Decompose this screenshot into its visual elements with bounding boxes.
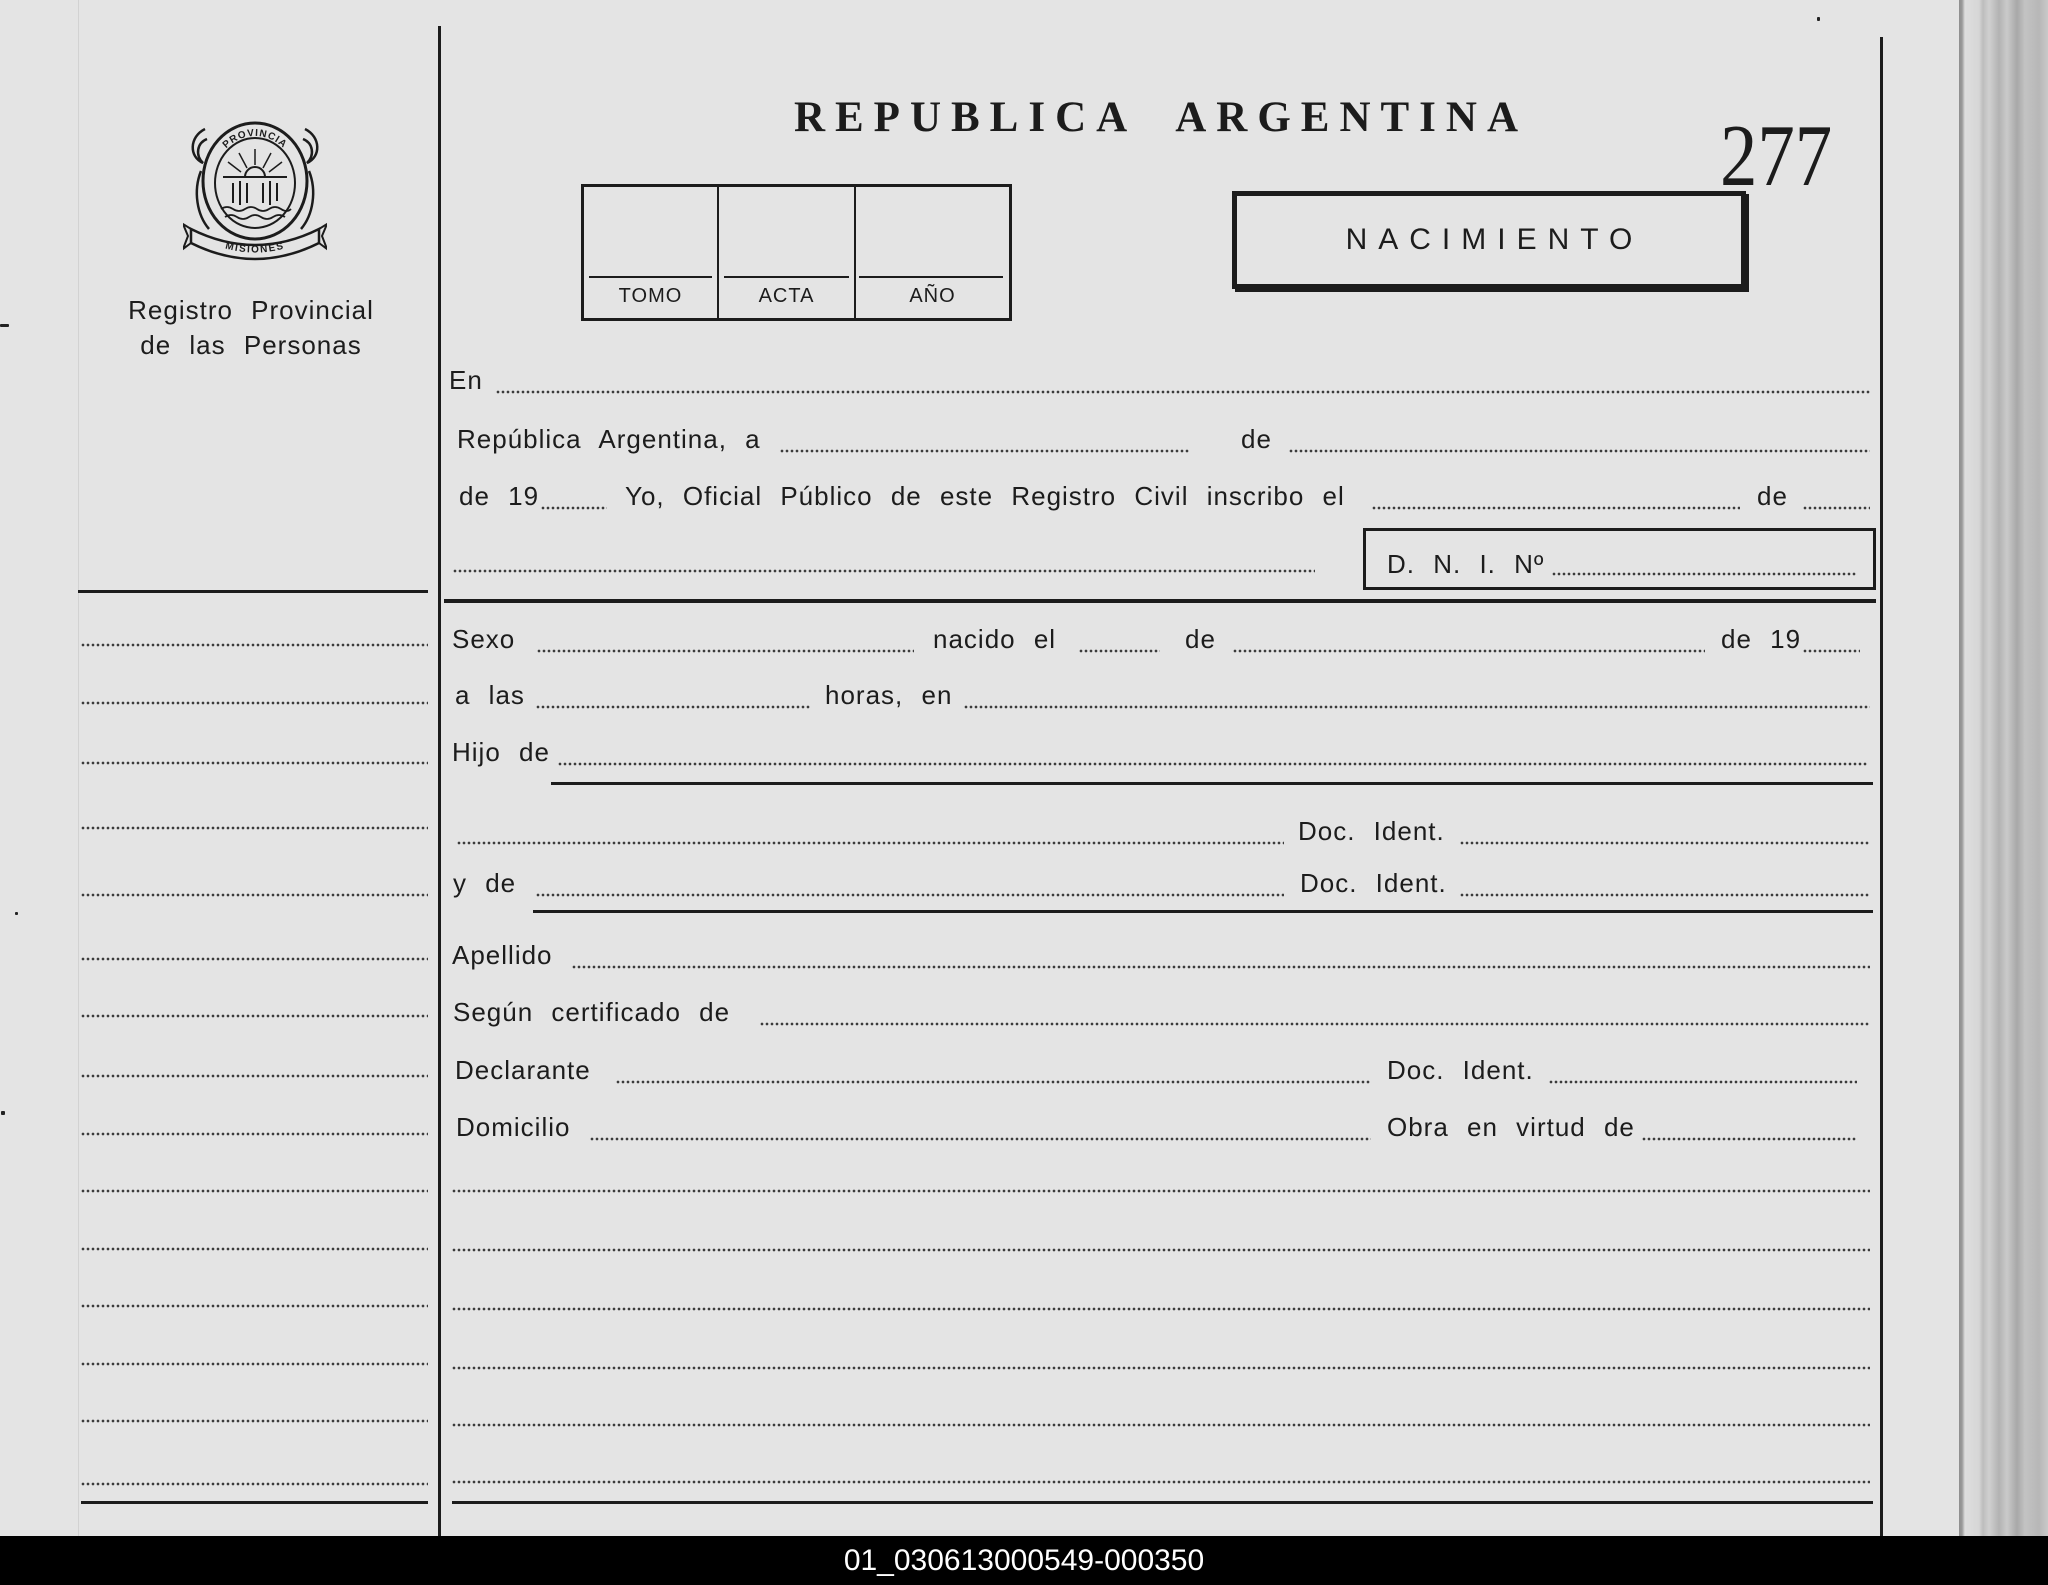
file-id-text: 01_030613000549-000350 <box>843 1544 1205 1577</box>
inscribed-de-blank <box>1803 506 1870 510</box>
margin-bottom-rule <box>81 1501 428 1504</box>
act-type-label: NACIMIENTO <box>1345 223 1644 256</box>
domicilio-label: Domicilio <box>456 1112 571 1142</box>
sexo-label: Sexo <box>452 624 516 654</box>
republica-label: República Argentina, a <box>457 424 761 454</box>
en-label: En <box>449 365 483 395</box>
de-label: de <box>1185 624 1216 654</box>
inscribed-blank <box>1372 506 1740 510</box>
apellido-label: Apellido <box>452 940 553 970</box>
father-blank <box>558 762 1868 766</box>
mother-doc-blank <box>1460 893 1870 897</box>
acta-entry-line <box>724 276 849 278</box>
day-blank <box>780 449 1189 453</box>
father-rule <box>551 782 1873 785</box>
tomo-entry-line <box>589 276 712 278</box>
registry-name-line2: de las Personas <box>140 330 362 360</box>
svg-text:MISIONES <box>224 241 286 256</box>
margin-notes-line <box>81 957 428 961</box>
birth-day-blank <box>1079 649 1160 653</box>
doc-ident-label: Doc. Ident. <box>1298 816 1445 846</box>
notes-blank-line <box>452 1307 1870 1311</box>
notes-blank-line <box>452 1480 1870 1484</box>
file-id-bar <box>0 1536 2048 1585</box>
scan-mark <box>0 324 9 327</box>
obra-en-virtud-label: Obra en virtud de <box>1387 1112 1635 1142</box>
margin-notes-line <box>81 761 428 765</box>
inscription-statement-label: Yo, Oficial Público de este Registro Civil inscribo el <box>625 481 1345 511</box>
y-de-label: y de <box>453 868 517 898</box>
main-right-border <box>1880 37 1883 1536</box>
a-las-label: a las <box>455 680 525 710</box>
authority-blank <box>1642 1137 1857 1141</box>
scan-mark <box>1817 17 1820 21</box>
notes-blank-line <box>452 1366 1870 1370</box>
horas-en-label: horas, en <box>825 680 953 710</box>
place-blank <box>496 390 1870 394</box>
mother-blank <box>536 893 1284 897</box>
margin-notes-line <box>81 1189 428 1193</box>
tomo-label: TOMO <box>618 285 683 307</box>
notes-blank-line <box>452 1189 1870 1193</box>
notes-blank-line <box>452 1248 1870 1252</box>
address-blank <box>590 1137 1371 1141</box>
acta-label: ACTA <box>758 285 815 307</box>
margin-notes-line <box>81 1482 428 1486</box>
margin-notes-line <box>81 1014 428 1018</box>
dni-label: D. N. I. Nº <box>1387 549 1545 579</box>
de-label: de <box>1757 481 1788 511</box>
de-label: de <box>1241 424 1272 454</box>
month-blank <box>1289 449 1870 453</box>
sex-blank <box>537 649 914 653</box>
margin-notes-line <box>81 1304 428 1308</box>
hour-blank <box>536 705 810 709</box>
tomo-acta-ano-box <box>581 184 1012 321</box>
father-name-blank <box>457 841 1284 845</box>
doc-ident-label: Doc. Ident. <box>1387 1055 1534 1085</box>
year-prefix-label: de 19 <box>459 481 540 511</box>
margin-notes-line <box>81 1362 428 1366</box>
seal-ribbon-text: MISIONES <box>224 240 286 256</box>
birth-month-blank <box>1233 649 1705 653</box>
margin-notes-line <box>81 701 428 705</box>
record-number: 277 <box>1720 108 1833 205</box>
name-blank <box>453 569 1315 573</box>
surname-blank <box>572 965 1870 969</box>
birth-year-blank <box>1803 649 1860 653</box>
margin-notes-line <box>81 893 428 897</box>
notes-blank-line <box>452 1423 1870 1427</box>
doc-ident-label: Doc. Ident. <box>1300 868 1447 898</box>
mother-rule <box>533 910 1873 913</box>
registry-name-line1: Registro Provincial <box>128 295 374 325</box>
act-type-box <box>1232 191 1746 289</box>
margin-notes-line <box>81 1132 428 1136</box>
dni-blank <box>1552 572 1857 576</box>
ano-label: AÑO <box>909 285 956 307</box>
page-title: REPUBLICA ARGENTINA <box>793 94 1529 141</box>
seal-top-text: PROVINCIA <box>220 127 290 151</box>
segun-certificado-label: Según certificado de <box>453 997 731 1027</box>
declarante-label: Declarante <box>455 1055 591 1085</box>
scan-mark <box>15 912 18 915</box>
margin-notes-line <box>81 1419 428 1423</box>
birthplace-blank <box>964 705 1870 709</box>
year-blank <box>541 506 607 510</box>
year-prefix-label: de 19 <box>1721 624 1802 654</box>
scan-mark <box>1 1111 5 1115</box>
margin-notes-line <box>81 1074 428 1078</box>
svg-text:PROVINCIA <box>221 128 289 151</box>
margin-notes-line <box>81 826 428 830</box>
main-left-border <box>438 26 441 1536</box>
declarant-blank <box>616 1080 1371 1084</box>
section-divider <box>444 599 1876 603</box>
margin-notes-line <box>81 643 428 647</box>
page-stack-edge <box>1959 0 2048 1536</box>
nacido-el-label: nacido el <box>933 624 1057 654</box>
certificate-blank <box>760 1022 1870 1026</box>
margin-divider <box>78 590 428 593</box>
margin-fold-line <box>78 0 79 1536</box>
misiones-seal-icon <box>183 111 327 268</box>
hijo-de-label: Hijo de <box>452 737 550 767</box>
declarant-doc-blank <box>1549 1080 1857 1084</box>
ano-entry-line <box>859 276 1003 278</box>
bottom-rule <box>452 1501 1873 1504</box>
margin-notes-line <box>81 1247 428 1251</box>
father-doc-blank <box>1460 841 1870 845</box>
